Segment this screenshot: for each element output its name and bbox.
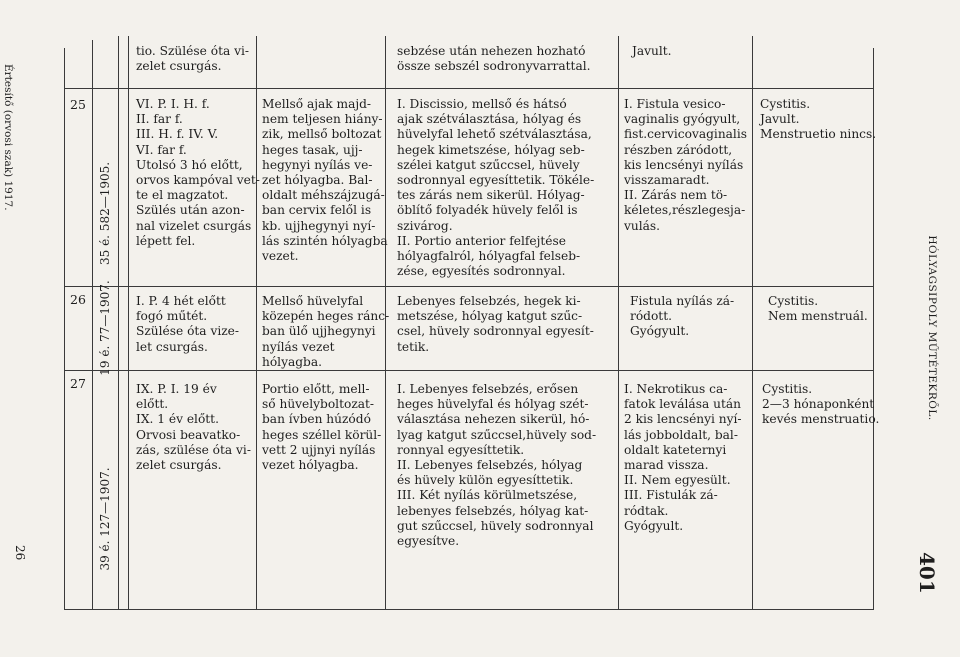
rule (618, 36, 619, 610)
case-operation: I. Discissio, mellső és hátsó ajak szétválasztása, hólyag és hüvelyfal lehető szétválasztása, hegek kimetszése, hólyag seb- szélei katgut szűccsel, hüvely sodronnyal egyesíttetik. Tökéle- tes zárás nem sikerül. Hólyag- öblítő folyadék hüvely felől is szivárog. II. Portio anterior felfejtése hólyagfalról, hólyagfal felseb- zése, egyesítés sodronnyal. (397, 97, 595, 279)
top-result: Javult. (632, 44, 672, 58)
running-heading: HÓLYAGSIPOLY MŰTÉTEKRŐL. (926, 235, 938, 421)
row-number: 25 (70, 97, 86, 112)
rule (64, 88, 874, 89)
rule (64, 286, 874, 287)
rule (64, 48, 65, 610)
rule (128, 36, 129, 610)
case-result: I. Nekrotikus ca- fatok leválása után 2 kis lencsényi nyí- lás jobboldalt, bal- oldalt kateternyi marad vissza. II. Nem egyesült. III. Fistulák zá- ródtak. Gyógyult. (624, 382, 742, 533)
case-history: VI. P. I. H. f. II. far f. III. H. f. IV. V. VI. far f. Utolsó 3 hó előtt, orvos kampóval vet- te el magzatot. Szülés után azon- nal vizelet csurgás lépett fel. (136, 97, 260, 248)
case-later: Cystitis. Nem menstruál. (768, 294, 868, 324)
case-operation: I. Lebenyes felsebzés, erősen heges hüvelyfal és hólyag szét- választása nehezen sikerül, hó- lyag katgut szűccsel,hüvely sod- ronnyal egyesíttetik. II. Lebenyes felsebzés, hólyag és hüvely külön egyesíttetik. III. Két nyílás körülmetszése, lebenyes felsebzés, hólyag kat- gut szűccsel, hüvely sodronnyal egyesítve. (397, 382, 597, 549)
left-page-number: 26 (13, 545, 27, 561)
case-id: 19 é. 77—1907. (98, 280, 112, 376)
rule (64, 609, 874, 610)
case-id: 39 é. 127—1907. (98, 467, 112, 571)
rule (752, 36, 753, 610)
rule (92, 40, 93, 610)
case-result: I. Fistula vesico- vaginalis gyógyult, fist.cervicovaginalis részben záródott, kis lencsényi nyílás visszamaradt. II. Zárás nem tö- kéletes,részlegesja- vulás. (624, 97, 747, 233)
case-finding: Mellső hüvelyfal közepén heges ránc- ban ülő ujjhegynyi nyílás vezet hólyagba. (262, 294, 390, 369)
case-later: Cystitis. 2—3 hónaponként kevés menstruatio. (762, 382, 880, 427)
row-number: 26 (70, 292, 86, 307)
row-number: 27 (70, 376, 86, 391)
journal-title: Értesítő (orvosi szak) 1917. (2, 64, 14, 211)
top-history: tio. Szülése óta vi- zelet csurgás. (136, 44, 250, 74)
case-operation: Lebenyes felsebzés, hegek ki- metszése, hólyag katgut szűc- csel, hüvely sodronnyal egyesít- tetik. (397, 294, 594, 354)
case-finding: Portio előtt, mell- ső hüvelyboltozat- ban ívben húzódó heges széllel körül- vett 2 ujjnyi nyílás vezet hólyagba. (262, 382, 382, 473)
case-history: I. P. 4 hét előtt fogó műtét. Szülése óta vize- let csurgás. (136, 294, 239, 354)
case-result: Fistula nyílás zá- ródott. Gyógyult. (630, 294, 735, 339)
rule (118, 36, 119, 610)
case-later: Cystitis. Javult. Menstruetio nincs. (760, 97, 877, 142)
case-history: IX. P. I. 19 év előtt. IX. 1 év előtt. Orvosi beavatko- zás, szülése óta vi- zelet csurgás. (136, 382, 251, 473)
case-finding: Mellső ajak majd- nem teljesen hiány- zik, mellső boltozat heges tasak, ujj- hegynyi nyílás ve- zet hólyagba. Bal- oldalt méhszájzugá- ban cervix felől is kb. ujjhegynyi nyí- lás szintén hólyagba vezet. (262, 97, 388, 264)
right-page-number: 401 (915, 552, 939, 594)
case-id: 35 é. 582—1905. (98, 161, 112, 265)
rule (64, 370, 874, 371)
top-operation: sebzése után nehezen hozható össze sebszél sodronyvarrattal. (397, 44, 591, 74)
